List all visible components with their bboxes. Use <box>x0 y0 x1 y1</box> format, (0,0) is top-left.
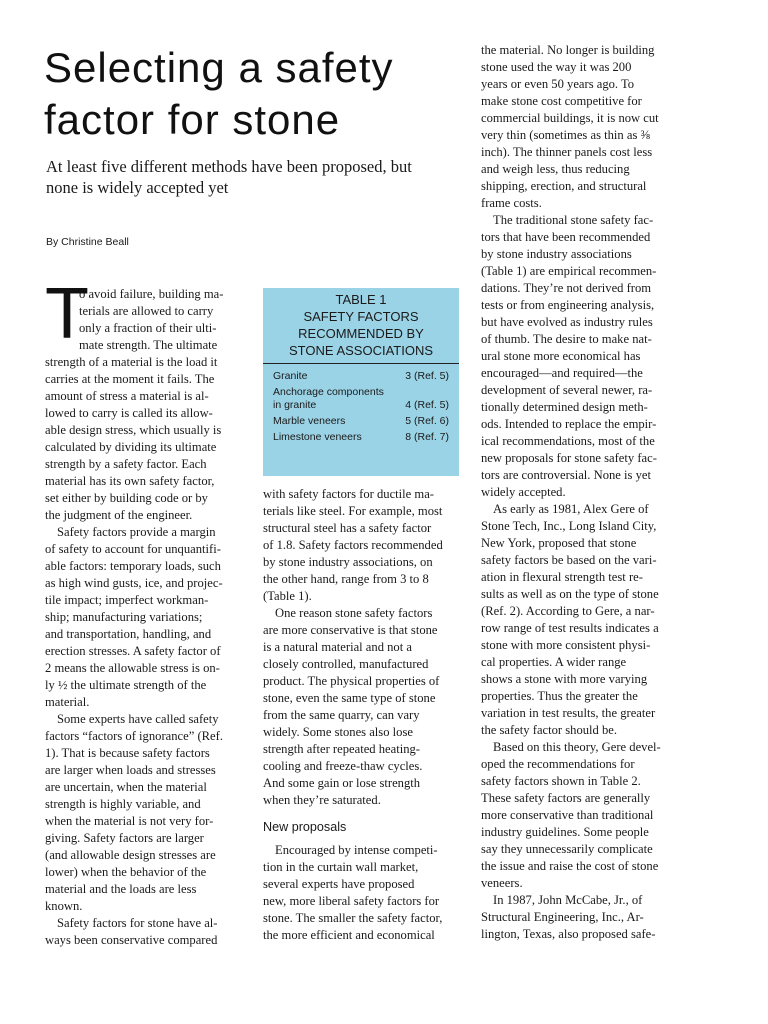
text-line: strength by a safety factor. Each <box>45 457 207 471</box>
text-line: known. <box>45 899 83 913</box>
text-line: lowed to carry is called its allow- <box>45 406 213 420</box>
text-line: the material. No longer is building <box>481 43 655 57</box>
text-line: cal properties. A wider range <box>481 655 627 669</box>
subhead-new-proposals: New proposals <box>263 820 347 834</box>
text-line: Encouraged by intense competi- <box>275 843 438 857</box>
table-row-value: 8 (Ref. 7) <box>405 431 449 443</box>
text-line: more conservative than traditional <box>481 808 654 822</box>
text-line: able design stress, which usually is <box>45 423 222 437</box>
text-line: carries at the moment it fails. The <box>45 372 215 386</box>
text-line: inch). The thinner panels cost less <box>481 145 653 159</box>
text-line: material and the loads are less <box>45 882 197 896</box>
title-line: factor for stone <box>44 96 341 143</box>
text-line: the more efficient and economical <box>263 928 435 942</box>
text-line: is a natural material and not a <box>263 640 412 654</box>
text-line: ical recommendations, most of the <box>481 434 655 448</box>
table-heading-line: TABLE 1 <box>335 292 387 307</box>
table-row-label <box>273 386 384 412</box>
table-row-label-line: Limestone veneers <box>273 431 362 443</box>
text-line: frame costs. <box>481 196 542 210</box>
text-line: safety factors be based on the vari- <box>481 553 657 567</box>
text-line: stone used the way it was 200 <box>481 60 632 74</box>
text-line: strength of a material is the load it <box>45 355 218 369</box>
table-row-value: 3 (Ref. 5) <box>405 370 449 382</box>
table-body <box>263 364 459 444</box>
text-line: development of several newer, ra- <box>481 383 653 397</box>
text-line: and transportation, handling, and <box>45 627 212 641</box>
text-line: closely controlled, manufactured <box>263 657 429 671</box>
text-line: product. The physical properties of <box>263 674 440 688</box>
table-row-label-line: Anchorage components <box>273 386 384 398</box>
table-row-label <box>273 415 345 428</box>
text-line: new proposals for stone safety fac- <box>481 451 657 465</box>
table-row <box>273 370 449 383</box>
text-line: giving. Safety factors are larger <box>45 831 204 845</box>
text-line: And some gain or lose strength <box>263 776 421 790</box>
drop-cap: T <box>45 274 89 354</box>
article-title <box>44 42 444 146</box>
text-line: As early as 1981, Alex Gere of <box>493 502 649 516</box>
text-line: commercial buildings, it is now cut <box>481 111 659 125</box>
text-line: new, more liberal safety factors for <box>263 894 440 908</box>
text-line: ation in flexural strength test re- <box>481 570 643 584</box>
text-line: Safety factors provide a margin <box>57 525 216 539</box>
text-line: (Table 1) are empirical recommen- <box>481 264 657 278</box>
text-line: row range of test results indicates a <box>481 621 659 635</box>
text-line: ural stone more economical has <box>481 349 641 363</box>
text-line: variation in test results, the greater <box>481 706 656 720</box>
text-line: 2 means the allowable stress is on- <box>45 661 220 675</box>
text-line: stone, even the same type of stone <box>263 691 436 705</box>
table-row <box>273 431 449 444</box>
text-line: calculated by dividing its ultimate <box>45 440 217 454</box>
text-line: when they’re saturated. <box>263 793 381 807</box>
deck-line: At least five different methods have been proposed, but <box>46 157 412 176</box>
text-line: are larger when loads and stresses <box>45 763 216 777</box>
text-line: shows a stone with more varying <box>481 672 648 686</box>
text-line: One reason stone safety factors <box>275 606 433 620</box>
column-3 <box>481 42 681 943</box>
text-line: shipping, erection, and structural <box>481 179 647 193</box>
table-row-label-line: Marble veneers <box>273 415 346 427</box>
table-heading-line: SAFETY FACTORS <box>303 309 419 324</box>
deck-line: none is widely accepted yet <box>46 178 229 197</box>
text-line: erection stresses. A safety factor of <box>45 644 221 658</box>
safety-factor-table <box>263 288 459 476</box>
text-line: Based on this theory, Gere devel- <box>493 740 661 754</box>
text-line: veneers. <box>481 876 523 890</box>
text-line: ods. Intended to replace the empir- <box>481 417 657 431</box>
text-line: tile impact; imperfect workman- <box>45 593 209 607</box>
text-line: the issue and raise the cost of stone <box>481 859 659 873</box>
text-line: Stone Tech, Inc., Long Island City, <box>481 519 657 533</box>
text-line: o avoid failure, building ma- <box>79 287 224 301</box>
table-row-value: 5 (Ref. 6) <box>405 415 449 427</box>
text-line: of thumb. The desire to make nat- <box>481 332 652 346</box>
text-line: tors are controversial. None is yet <box>481 468 651 482</box>
table-heading <box>263 288 459 359</box>
text-line: tests or from engineering analysis, <box>481 298 655 312</box>
text-line: lington, Texas, also proposed safe- <box>481 927 656 941</box>
text-line: widely accepted. <box>481 485 566 499</box>
table-row-label <box>273 370 307 383</box>
text-line: the other hand, range from 3 to 8 <box>263 572 429 586</box>
text-line: the safety factor should be. <box>481 723 618 737</box>
text-line: of safety to account for unquantifi- <box>45 542 221 556</box>
text-line: (Ref. 2). According to Gere, a nar- <box>481 604 655 618</box>
table-heading-line: STONE ASSOCIATIONS <box>289 343 433 358</box>
text-line: The traditional stone safety fac- <box>493 213 654 227</box>
text-line: stone with more consistent physi- <box>481 638 651 652</box>
text-line: tionally determined design meth- <box>481 400 648 414</box>
text-line: with safety factors for ductile ma- <box>263 487 434 501</box>
text-line: Structural Engineering, Inc., Ar- <box>481 910 644 924</box>
text-line: very thin (sometimes as thin as ⅜ <box>481 128 650 142</box>
byline: By Christine Beall <box>46 236 129 248</box>
text-line: properties. Thus the greater the <box>481 689 638 703</box>
text-line: These safety factors are generally <box>481 791 651 805</box>
text-line: ways been conservative compared <box>45 933 218 947</box>
text-line: Some experts have called safety <box>57 712 219 726</box>
column-1 <box>45 286 245 949</box>
text-line: tion in the curtain wall market, <box>263 860 419 874</box>
text-line: lower) when the behavior of the <box>45 865 207 879</box>
text-line: but have evolved as industry rules <box>481 315 653 329</box>
text-line: 1). That is because safety factors <box>45 746 210 760</box>
text-line: structural steel has a safety factor <box>263 521 432 535</box>
text-line: oped the recommendations for <box>481 757 635 771</box>
text-line: terials like steel. For example, most <box>263 504 443 518</box>
text-line: stone. The smaller the safety factor, <box>263 911 443 925</box>
text-line: sults as well as on the type of stone <box>481 587 659 601</box>
text-line: of 1.8. Safety factors recommended <box>263 538 443 552</box>
text-line: make stone cost competitive for <box>481 94 642 108</box>
text-line: terials are allowed to carry <box>79 304 214 318</box>
text-line: years or even 50 years ago. To <box>481 77 635 91</box>
table-row-label-line: Granite <box>273 370 308 382</box>
article-deck <box>46 156 446 198</box>
text-line: when the material is not very for- <box>45 814 214 828</box>
text-line: encouraged—and required—the <box>481 366 643 380</box>
text-line: from the same quarry, can vary <box>263 708 420 722</box>
column-2 <box>263 486 463 944</box>
text-line: set either by building code or by <box>45 491 208 505</box>
table-row <box>273 386 449 412</box>
column-2-body-b <box>263 842 463 944</box>
text-line: ship; manufacturing variations; <box>45 610 203 624</box>
text-line: factors “factors of ignorance” (Ref. <box>45 729 223 743</box>
text-line: Safety factors for stone have al- <box>57 916 218 930</box>
text-line: cooling and freeze-thaw cycles. <box>263 759 423 773</box>
text-line: tors that have been recommended <box>481 230 651 244</box>
text-line: New York, proposed that stone <box>481 536 637 550</box>
text-line: industry guidelines. Some people <box>481 825 649 839</box>
text-line: are uncertain, when the material <box>45 780 207 794</box>
text-line: by stone industry associations, on <box>263 555 433 569</box>
text-line: widely. Some stones also lose <box>263 725 413 739</box>
text-line: strength after repeated heating- <box>263 742 420 756</box>
text-line: ly ½ the ultimate strength of the <box>45 678 207 692</box>
column-2-body-a <box>263 486 463 809</box>
text-line: able factors: temporary loads, such <box>45 559 221 573</box>
text-line: In 1987, John McCabe, Jr., of <box>493 893 643 907</box>
text-line: material has its own safety factor, <box>45 474 215 488</box>
table-row-label-line: in granite <box>273 399 317 411</box>
text-line: the judgment of the engineer. <box>45 508 193 522</box>
text-line: strength is highly variable, and <box>45 797 201 811</box>
text-line: material. <box>45 695 90 709</box>
title-line: Selecting a safety <box>44 44 394 91</box>
table-row-value: 4 (Ref. 5) <box>405 399 449 411</box>
text-line: (and allowable design stresses are <box>45 848 216 862</box>
text-line: as high wind gusts, ice, and projec- <box>45 576 223 590</box>
text-line: mate strength. The ultimate <box>79 338 218 352</box>
text-line: only a fraction of their ulti- <box>79 321 217 335</box>
text-line: are more conservative is that stone <box>263 623 438 637</box>
text-line: (Table 1). <box>263 589 312 603</box>
text-line: say they unnecessarily complicate <box>481 842 653 856</box>
text-line: safety factors shown in Table 2. <box>481 774 641 788</box>
text-line: and weigh less, thus reducing <box>481 162 630 176</box>
text-line: several experts have proposed <box>263 877 415 891</box>
table-row-label <box>273 431 362 444</box>
text-line: by stone industry associations <box>481 247 632 261</box>
text-line: amount of stress a material is al- <box>45 389 209 403</box>
table-row <box>273 415 449 428</box>
table-heading-line: RECOMMENDED BY <box>298 326 424 341</box>
text-line: dations. They’re not derived from <box>481 281 652 295</box>
